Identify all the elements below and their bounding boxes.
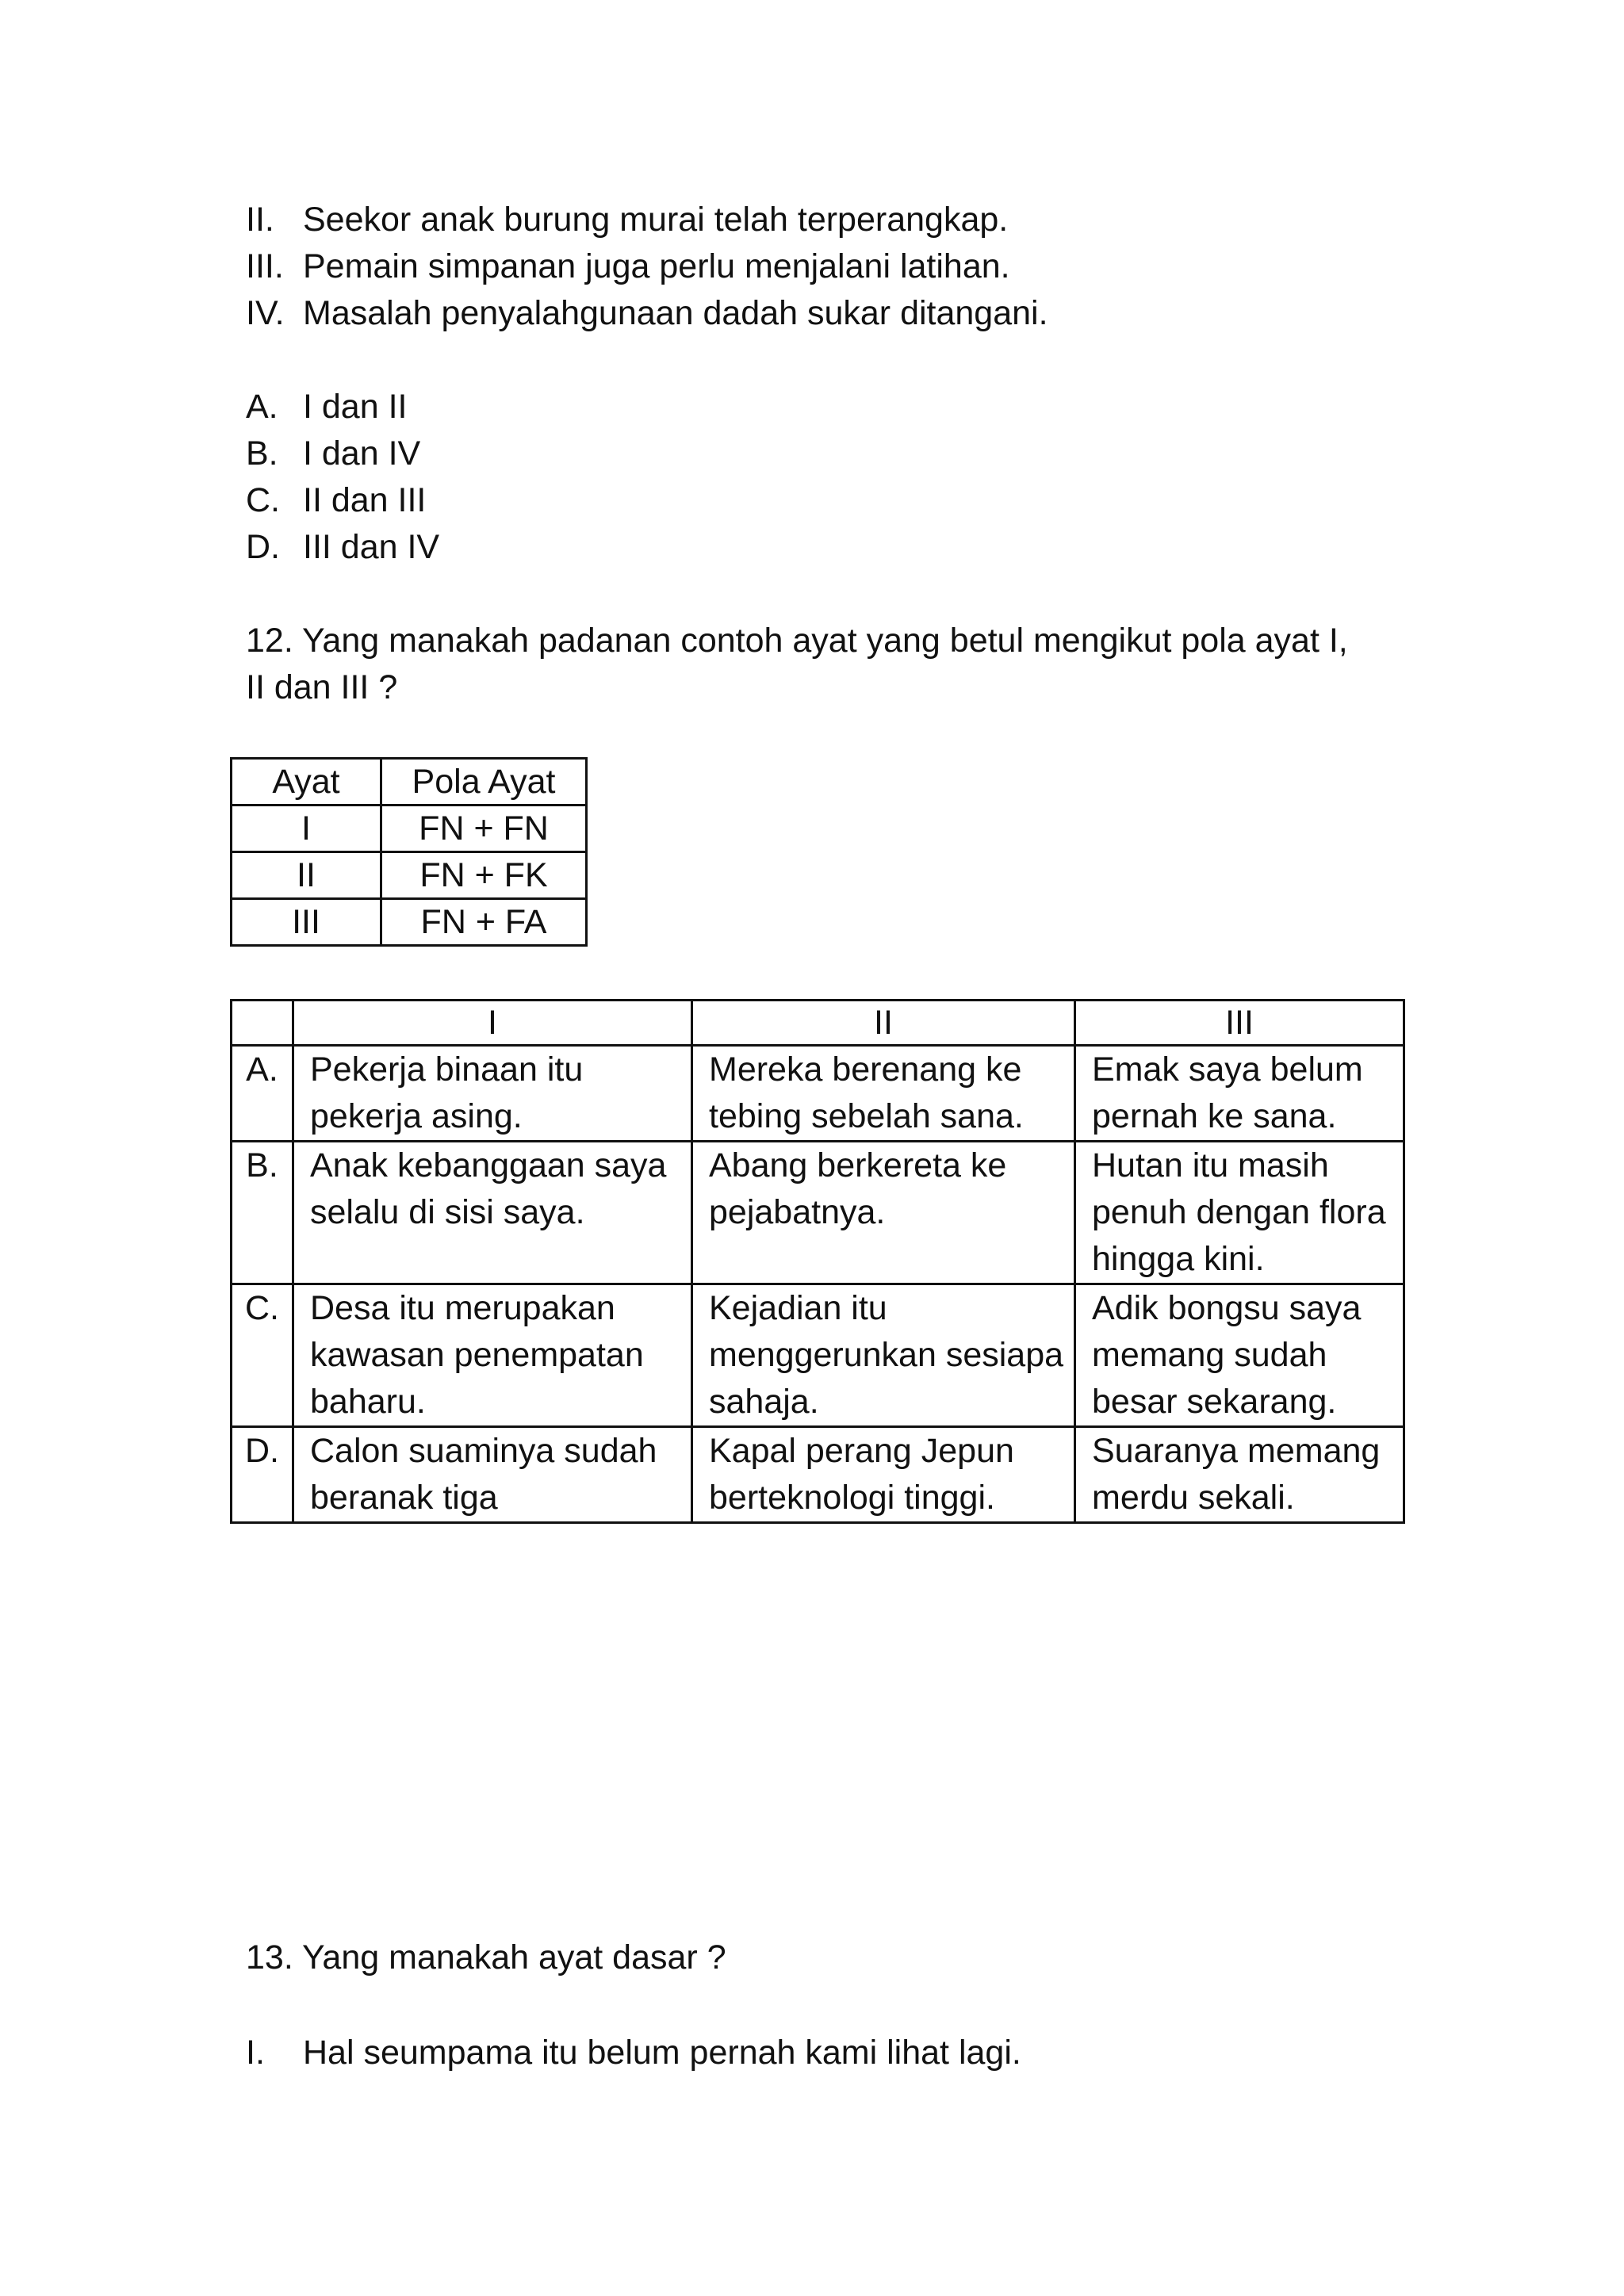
cell-line: Anak kebanggaan saya (310, 1146, 667, 1184)
table-cell (293, 1142, 692, 1284)
cell-line: Abang berkereta ke (709, 1146, 1007, 1184)
statement-text: Masalah penyalahgunaan dadah sukar ditangani. (303, 294, 1048, 332)
table-header: I (293, 1001, 692, 1046)
table-header: III (1075, 1001, 1404, 1046)
option-text: II dan III (303, 481, 427, 519)
cell-line: selalu di sisi saya. (310, 1193, 585, 1231)
cell-line: besar sekarang. (1092, 1383, 1337, 1421)
table-cell (293, 1046, 692, 1142)
cell-line: memang sudah (1092, 1336, 1327, 1374)
cell-line: penuh dengan flora (1092, 1193, 1386, 1231)
q13-statements (246, 2030, 1021, 2076)
cell-line: Calon suaminya sudah (310, 1432, 657, 1470)
table-header-row (232, 759, 587, 806)
cell-line: Kejadian itu (709, 1289, 887, 1327)
table-header-row (232, 1001, 1404, 1046)
option-label: D. (232, 1427, 293, 1523)
statement-number: IV. (246, 294, 285, 332)
option-line (246, 477, 439, 524)
table-row (232, 852, 587, 899)
option-line (246, 524, 439, 571)
statement-number: III. (246, 247, 284, 285)
table-cell (692, 1046, 1075, 1142)
statement-line (246, 2030, 1021, 2076)
cell-line: tebing sebelah sana. (709, 1097, 1024, 1135)
question-line: 12. Yang manakah padanan contoh ayat yang betul mengikut pola ayat I, (246, 622, 1348, 660)
table-cell: III (232, 899, 381, 946)
statement-text: Hal seumpama itu belum pernah kami lihat lagi. (303, 2034, 1021, 2072)
option-text: I dan IV (303, 434, 421, 473)
cell-line: Pekerja binaan itu (310, 1050, 584, 1089)
table-cell: FN + FK (381, 852, 587, 899)
cell-line: Kapal perang Jepun (709, 1432, 1014, 1470)
cell-line: pernah ke sana. (1092, 1097, 1337, 1135)
option-letter: B. (246, 434, 278, 473)
table-header: Pola Ayat (381, 759, 587, 806)
option-line (246, 430, 439, 477)
cell-line: pekerja asing. (310, 1097, 523, 1135)
cell-line: Desa itu merupakan (310, 1289, 615, 1327)
statement-number: I. (246, 2034, 265, 2072)
table-row (232, 1427, 1404, 1523)
cell-line: sahaja. (709, 1383, 819, 1421)
cell-line: menggerunkan sesiapa (709, 1336, 1064, 1374)
table-cell (1075, 1142, 1404, 1284)
option-letter: C. (246, 481, 280, 519)
table-cell (1075, 1046, 1404, 1142)
table-cell: I (232, 806, 381, 852)
cell-line: hingga kini. (1092, 1240, 1265, 1278)
answer-options-table (230, 999, 1405, 1524)
table-row (232, 1046, 1404, 1142)
table-cell (293, 1427, 692, 1523)
q12-question (246, 618, 1348, 711)
cell-line: Suaranya memang (1092, 1432, 1381, 1470)
table-header: Ayat (232, 759, 381, 806)
table-cell (692, 1142, 1075, 1284)
option-label: B. (232, 1142, 293, 1284)
cell-line: pejabatnya. (709, 1193, 886, 1231)
table-cell (293, 1284, 692, 1427)
table-cell: FN + FN (381, 806, 587, 852)
table-row (232, 899, 587, 946)
q11-statements (246, 197, 1048, 337)
cell-line: beranak tiga (310, 1479, 498, 1517)
option-letter: D. (246, 528, 280, 566)
question-line: II dan III ? (246, 668, 398, 706)
table-row (232, 1142, 1404, 1284)
sentence-pattern-table (230, 757, 588, 947)
cell-line: merdu sekali. (1092, 1479, 1295, 1517)
cell-line: kawasan penempatan (310, 1336, 644, 1374)
question-line: 13. Yang manakah ayat dasar ? (246, 1938, 726, 1976)
table-row (232, 806, 587, 852)
table-cell: II (232, 852, 381, 899)
q11-options (246, 384, 439, 571)
table-cell (692, 1284, 1075, 1427)
table-row (232, 1284, 1404, 1427)
table-header (232, 1001, 293, 1046)
cell-line: Adik bongsu saya (1092, 1289, 1362, 1327)
statement-text: Seekor anak burung murai telah terperangkap. (303, 201, 1009, 239)
option-text: III dan IV (303, 528, 440, 566)
cell-line: baharu. (310, 1383, 426, 1421)
statement-line (246, 197, 1048, 243)
statement-text: Pemain simpanan juga perlu menjalani latihan. (303, 247, 1010, 285)
option-label: A. (232, 1046, 293, 1142)
table-cell (1075, 1284, 1404, 1427)
table-header: II (692, 1001, 1075, 1046)
statement-line (246, 243, 1048, 290)
cell-line: Hutan itu masih (1092, 1146, 1329, 1184)
option-label: C. (232, 1284, 293, 1427)
statement-line (246, 290, 1048, 337)
cell-line: Emak saya belum (1092, 1050, 1363, 1089)
table-cell: FN + FA (381, 899, 587, 946)
cell-line: berteknologi tinggi. (709, 1479, 995, 1517)
q13-question (246, 1934, 726, 1981)
option-text: I dan II (303, 388, 408, 426)
statement-number: II. (246, 201, 274, 239)
table-cell (1075, 1427, 1404, 1523)
option-letter: A. (246, 388, 278, 426)
option-line (246, 384, 439, 430)
table-cell (692, 1427, 1075, 1523)
cell-line: Mereka berenang ke (709, 1050, 1022, 1089)
